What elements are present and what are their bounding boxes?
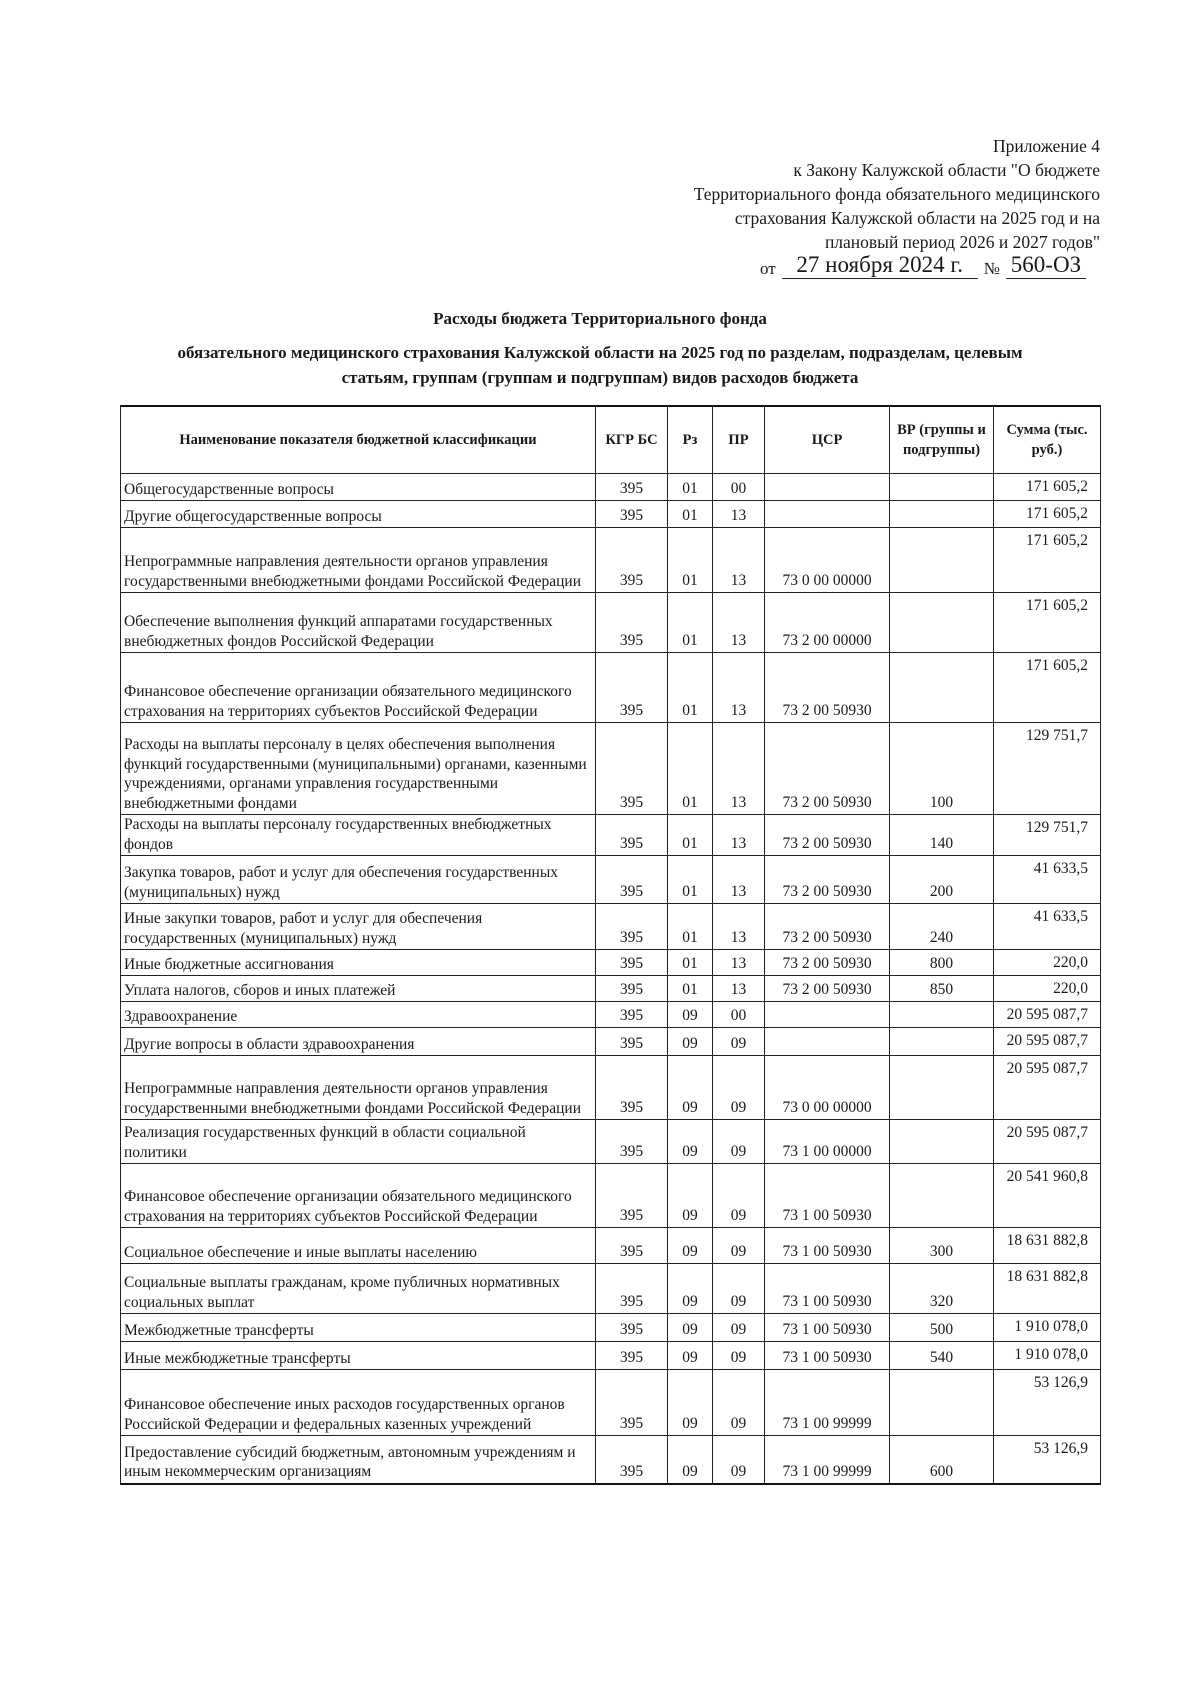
row-kgrbs: 395 [596,856,668,904]
row-pr: 09 [713,1314,765,1342]
row-csr: 73 2 00 50930 [765,904,890,950]
row-kgrbs: 395 [596,1370,668,1436]
row-kgrbs: 395 [596,1228,668,1264]
row-pr: 13 [713,976,765,1002]
row-kgrbs: 395 [596,528,668,593]
row-pr: 13 [713,653,765,723]
row-pr: 09 [713,1264,765,1314]
row-csr: 73 1 00 50930 [765,1228,890,1264]
table-row [121,1028,1101,1056]
row-kgrbs: 395 [596,1164,668,1228]
row-rz: 01 [668,976,713,1002]
row-name: Финансовое обеспечение организации обязательного медицинского страхования на территориях субъектов Российской Федерации [121,653,596,723]
row-csr: 73 1 00 00000 [765,1120,890,1164]
row-rz: 09 [668,1370,713,1436]
row-kgrbs: 395 [596,1056,668,1120]
row-rz: 01 [668,856,713,904]
row-name: Финансовое обеспечение иных расходов государственных органов Российской Федерации и федеральных казенных учреждений [121,1370,596,1436]
row-rz: 09 [668,1314,713,1342]
table-row [121,653,1101,723]
row-rz: 09 [668,1436,713,1484]
row-rz: 09 [668,1342,713,1370]
row-sum: 171 605,2 [994,593,1101,653]
row-sum: 171 605,2 [994,528,1101,593]
row-csr: 73 1 00 50930 [765,1164,890,1228]
appendix-line: плановый период 2026 и 2027 годов" [824,232,1100,252]
table-row [121,1056,1101,1120]
header-sum: Сумма (тыс. руб.) [994,406,1101,474]
row-vr [890,1028,994,1056]
row-vr: 600 [890,1436,994,1484]
row-csr: 73 1 00 99999 [765,1370,890,1436]
row-csr: 73 1 00 50930 [765,1342,890,1370]
row-sum: 171 605,2 [994,653,1101,723]
row-sum: 41 633,5 [994,904,1101,950]
table-row [121,856,1101,904]
row-pr: 09 [713,1436,765,1484]
row-name: Другие вопросы в области здравоохранения [121,1028,596,1056]
row-name: Иные бюджетные ассигнования [121,950,596,976]
row-name: Межбюджетные трансферты [121,1314,596,1342]
row-pr: 09 [713,1056,765,1120]
budget-table [120,405,1101,1485]
row-rz: 01 [668,593,713,653]
table-row [121,1342,1101,1370]
row-rz: 01 [668,528,713,593]
row-vr: 800 [890,950,994,976]
row-sum: 220,0 [994,976,1101,1002]
row-rz: 01 [668,815,713,856]
row-pr: 13 [713,950,765,976]
row-name: Общегосударственные вопросы [121,474,596,501]
row-sum: 1 910 078,0 [994,1342,1101,1370]
law-date-line [760,252,1120,279]
title-line: обязательного медицинского страхования Калужской области на 2025 год по разделам, подразделам, целевым [177,343,1023,362]
row-vr: 240 [890,904,994,950]
row-kgrbs: 395 [596,1314,668,1342]
table-row [121,1314,1101,1342]
row-kgrbs: 395 [596,501,668,528]
row-kgrbs: 395 [596,950,668,976]
row-vr: 320 [890,1264,994,1314]
header-name: Наименование показателя бюджетной классификации [121,406,596,474]
row-csr [765,501,890,528]
table-row [121,593,1101,653]
row-name: Другие общегосударственные вопросы [121,501,596,528]
row-sum: 20 595 087,7 [994,1028,1101,1056]
row-rz: 01 [668,950,713,976]
row-sum: 171 605,2 [994,501,1101,528]
row-csr: 73 2 00 00000 [765,593,890,653]
row-sum: 18 631 882,8 [994,1264,1101,1314]
table-row [121,1370,1101,1436]
row-kgrbs: 395 [596,1436,668,1484]
row-sum: 18 631 882,8 [994,1228,1101,1264]
row-vr [890,1164,994,1228]
row-name: Уплата налогов, сборов и иных платежей [121,976,596,1002]
table-header-row [121,406,1101,474]
row-rz: 01 [668,474,713,501]
row-kgrbs: 395 [596,1342,668,1370]
header-vr: ВР (группы и подгруппы) [890,406,994,474]
from-label: от [760,259,776,278]
table-row [121,1164,1101,1228]
row-vr: 540 [890,1342,994,1370]
row-vr: 200 [890,856,994,904]
row-csr: 73 0 00 00000 [765,1056,890,1120]
row-sum: 1 910 078,0 [994,1314,1101,1342]
row-vr: 500 [890,1314,994,1342]
row-pr: 09 [713,1342,765,1370]
title-line: Расходы бюджета Территориального фонда [433,309,767,328]
row-name: Непрограммные направления деятельности органов управления государственными внебюджетными фондами Российской Федерации [121,1056,596,1120]
row-rz: 01 [668,904,713,950]
row-name: Предоставление субсидий бюджетным, автономным учреждениям и иным некоммерческим организациям [121,1436,596,1484]
appendix-line: страхования Калужской области на 2025 год и на [734,208,1100,228]
row-vr [890,501,994,528]
row-rz: 09 [668,1264,713,1314]
row-csr: 73 2 00 50930 [765,950,890,976]
row-csr: 73 2 00 50930 [765,653,890,723]
header-rz: Рз [668,406,713,474]
row-vr [890,1002,994,1028]
appendix-header [560,134,1100,254]
row-name: Иные закупки товаров, работ и услуг для обеспечения государственных (муниципальных) нужд [121,904,596,950]
table-row [121,1436,1101,1484]
table-row [121,950,1101,976]
law-number: 560-ОЗ [1006,252,1086,279]
table-row [121,501,1101,528]
header-csr: ЦСР [765,406,890,474]
number-label: № [983,259,1000,278]
document-title [120,306,1080,390]
header-pr: ПР [713,406,765,474]
row-kgrbs: 395 [596,723,668,815]
row-pr: 09 [713,1164,765,1228]
row-csr: 73 2 00 50930 [765,856,890,904]
row-name: Финансовое обеспечение организации обязательного медицинского страхования на территориях субъектов Российской Федерации [121,1164,596,1228]
row-vr: 140 [890,815,994,856]
row-name: Расходы на выплаты персоналу в целях обеспечения выполнения функций государственными (муниципальными) органами, казенными учреждениями, органами управления государственными внебюджетными фондами [121,723,596,815]
row-pr: 09 [713,1120,765,1164]
row-pr: 13 [713,904,765,950]
row-vr: 100 [890,723,994,815]
header-kgrbs: КГР БС [596,406,668,474]
row-name: Здравоохранение [121,1002,596,1028]
row-csr: 73 2 00 50930 [765,815,890,856]
row-name: Обеспечение выполнения функций аппаратами государственных внебюджетных фондов Российской Федерации [121,593,596,653]
table-row [121,1228,1101,1264]
table-row [121,528,1101,593]
row-rz: 09 [668,1028,713,1056]
row-vr: 850 [890,976,994,1002]
appendix-line: Территориального фонда обязательного медицинского [693,184,1100,204]
row-pr: 13 [713,815,765,856]
row-sum: 20 595 087,7 [994,1002,1101,1028]
row-vr [890,1370,994,1436]
row-rz: 01 [668,653,713,723]
row-kgrbs: 395 [596,593,668,653]
row-sum: 53 126,9 [994,1370,1101,1436]
row-sum: 129 751,7 [994,815,1101,856]
row-vr: 300 [890,1228,994,1264]
row-pr: 09 [713,1228,765,1264]
row-sum: 171 605,2 [994,474,1101,501]
row-csr [765,1028,890,1056]
table-row [121,474,1101,501]
row-rz: 09 [668,1120,713,1164]
row-kgrbs: 395 [596,474,668,501]
row-pr: 00 [713,474,765,501]
row-kgrbs: 395 [596,1120,668,1164]
row-pr: 13 [713,528,765,593]
row-vr [890,653,994,723]
row-csr: 73 1 00 50930 [765,1264,890,1314]
row-rz: 09 [668,1056,713,1120]
row-sum: 129 751,7 [994,723,1101,815]
row-rz: 09 [668,1002,713,1028]
row-rz: 09 [668,1228,713,1264]
row-csr: 73 1 00 99999 [765,1436,890,1484]
row-sum: 41 633,5 [994,856,1101,904]
row-name: Закупка товаров, работ и услуг для обеспечения государственных (муниципальных) нужд [121,856,596,904]
row-pr: 00 [713,1002,765,1028]
row-vr [890,474,994,501]
table-row [121,904,1101,950]
law-date: 27 ноября 2024 г. [782,252,978,279]
row-name: Непрограммные направления деятельности органов управления государственными внебюджетными фондами Российской Федерации [121,528,596,593]
row-name: Социальные выплаты гражданам, кроме публичных нормативных социальных выплат [121,1264,596,1314]
row-name: Иные межбюджетные трансферты [121,1342,596,1370]
appendix-line: к Закону Калужской области "О бюджете [793,160,1100,180]
table-row [121,1120,1101,1164]
row-csr: 73 1 00 50930 [765,1314,890,1342]
appendix-line: Приложение 4 [992,136,1100,156]
row-csr: 73 0 00 00000 [765,528,890,593]
row-sum: 20 541 960,8 [994,1164,1101,1228]
table-row [121,1002,1101,1028]
row-pr: 09 [713,1028,765,1056]
row-kgrbs: 395 [596,976,668,1002]
table-row [121,1264,1101,1314]
row-vr [890,1120,994,1164]
row-vr [890,593,994,653]
row-rz: 01 [668,723,713,815]
row-pr: 13 [713,501,765,528]
row-rz: 01 [668,501,713,528]
row-csr [765,474,890,501]
row-csr: 73 2 00 50930 [765,976,890,1002]
row-sum: 53 126,9 [994,1436,1101,1484]
row-pr: 13 [713,856,765,904]
row-name: Реализация государственных функций в области социальной политики [121,1120,596,1164]
row-csr [765,1002,890,1028]
row-csr: 73 2 00 50930 [765,723,890,815]
row-kgrbs: 395 [596,815,668,856]
table-row [121,723,1101,815]
row-pr: 09 [713,1370,765,1436]
row-kgrbs: 395 [596,653,668,723]
row-sum: 20 595 087,7 [994,1056,1101,1120]
row-vr [890,1056,994,1120]
row-kgrbs: 395 [596,1264,668,1314]
row-sum: 220,0 [994,950,1101,976]
row-rz: 09 [668,1164,713,1228]
row-sum: 20 595 087,7 [994,1120,1101,1164]
row-kgrbs: 395 [596,1028,668,1056]
row-pr: 13 [713,723,765,815]
row-kgrbs: 395 [596,904,668,950]
title-line: статьям, группам (группам и подгруппам) видов расходов бюджета [341,368,859,387]
row-kgrbs: 395 [596,1002,668,1028]
row-pr: 13 [713,593,765,653]
row-name: Расходы на выплаты персоналу государственных внебюджетных фондов [121,815,596,856]
row-vr [890,528,994,593]
table-row [121,976,1101,1002]
row-name: Социальное обеспечение и иные выплаты населению [121,1228,596,1264]
table-row [121,815,1101,856]
